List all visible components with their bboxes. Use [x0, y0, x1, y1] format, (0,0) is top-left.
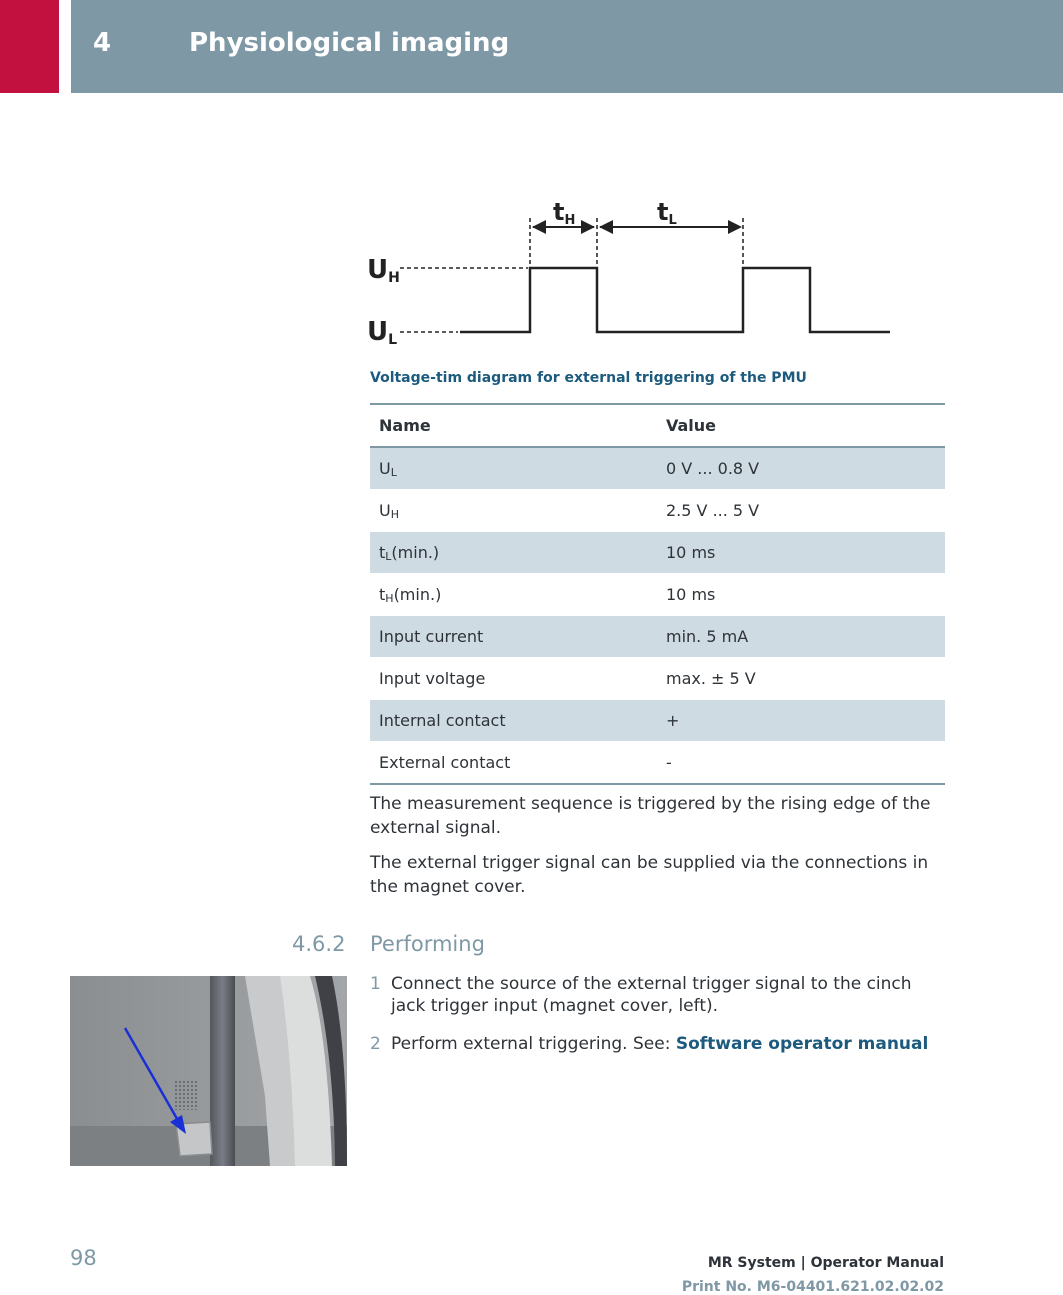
header-accent-block: [0, 0, 59, 93]
cell-value: 10 ms: [657, 574, 945, 616]
label-ul: UL: [367, 317, 398, 348]
cell-value: max. ± 5 V: [657, 658, 945, 700]
cell-name: $t_H(\min.)$: [370, 574, 657, 616]
software-manual-link[interactable]: Software operator manual: [675, 1034, 929, 1054]
cell-value: 2.5 V ... 5 V: [657, 490, 945, 532]
step-item: [370, 1033, 945, 1055]
step-text: Connect the source of the external trigger signal to the cinch jack trigger input (magnet cover, left).: [391, 974, 912, 1016]
chapter-number: 4: [93, 28, 112, 58]
table-row: [370, 447, 945, 490]
table-row: [370, 616, 945, 658]
cell-name: $t_L(\min.)$: [370, 532, 657, 574]
label-th: tH: [553, 198, 576, 228]
table-row: [370, 700, 945, 742]
specification-table: [370, 403, 945, 785]
label-tl: tL: [657, 198, 677, 228]
label-uh: UH: [367, 255, 400, 286]
table-row: [370, 532, 945, 574]
cell-name: $U_H$: [370, 490, 657, 532]
body-paragraph: The external trigger signal can be supplied via the connections in the magnet cover.: [370, 853, 929, 897]
section-title: Performing: [370, 932, 485, 956]
table-row: [370, 574, 945, 616]
body-paragraph: The measurement sequence is triggered by the rising edge of the external signal.: [370, 794, 931, 838]
footer-document-title: MR System | Operator Manual: [707, 1255, 944, 1271]
figure-caption: Voltage-tim diagram for external triggering of the PMU: [370, 370, 807, 386]
table-row: [370, 658, 945, 700]
cell-value: -: [657, 742, 945, 785]
cell-value: +: [657, 700, 945, 742]
page-number: 98: [70, 1246, 97, 1270]
cell-name: Input current: [370, 616, 657, 658]
cell-value: min. 5 mA: [657, 616, 945, 658]
column-header-value: Value: [657, 404, 945, 447]
magnet-cover-photo: [70, 976, 347, 1166]
footer-print-number: Print No. M6-04401.621.02.02.02: [681, 1279, 944, 1295]
cell-value: 10 ms: [657, 532, 945, 574]
chapter-title: Physiological imaging: [189, 28, 510, 58]
cell-name: $U_L$: [370, 447, 657, 490]
cell-name: Internal contact: [370, 700, 657, 742]
column-header-name: Name: [370, 404, 657, 447]
voltage-time-diagram: [365, 190, 895, 350]
signal-waveform: [460, 268, 890, 332]
section-number: 4.6.2: [292, 932, 346, 956]
step-number: 2: [370, 1034, 381, 1054]
reference-dashes: [400, 218, 743, 332]
step-number: 1: [370, 974, 381, 994]
table-row: [370, 742, 945, 785]
cell-name: External contact: [370, 742, 657, 785]
table-row: [370, 490, 945, 532]
cell-value: 0 V ... 0.8 V: [657, 447, 945, 490]
step-item: [370, 973, 945, 1017]
speaker-grille: [173, 1080, 197, 1110]
step-text: Perform external triggering. See:: [391, 1034, 676, 1054]
cell-name: Input voltage: [370, 658, 657, 700]
cover-frame: [210, 976, 235, 1166]
table-header-row: [370, 404, 945, 447]
